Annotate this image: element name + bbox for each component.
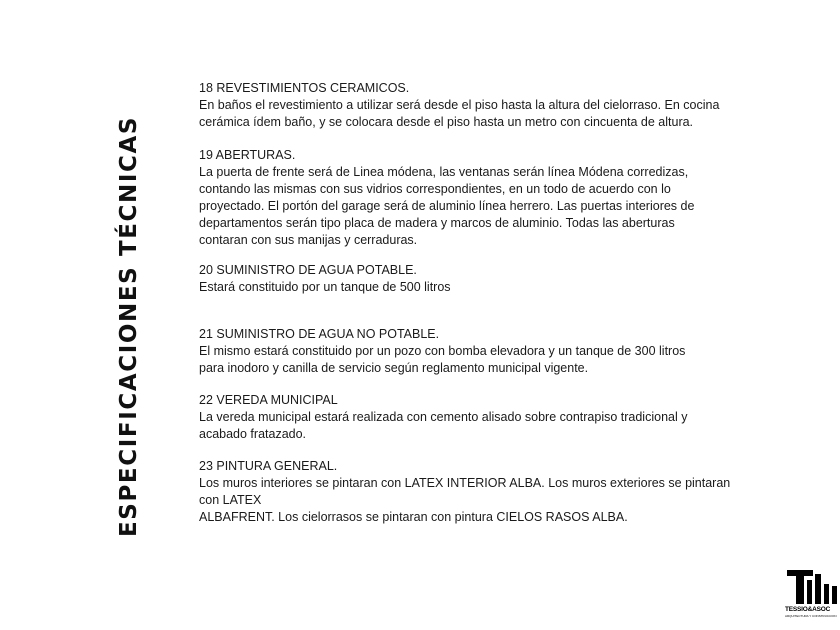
section-line: con LATEX [199,493,262,507]
section-line: contando las mismas con sus vidrios correspondientes, en un todo de acuerdo con lo [199,182,671,196]
logo-mark-icon [785,568,840,606]
section-line: Estará constituido por un tanque de 500 litros [199,280,451,294]
section-heading: 23 PINTURA GENERAL. [199,459,338,473]
logo-name: TESSIO&ASOC [785,606,831,613]
section-line: acabado fratazado. [199,427,307,441]
side-title: ESPECIFICACIONES TÉCNICAS [116,115,142,537]
section-line: departamentos serán tipo placa de madera y marcos de aluminio. Todas las aberturas [199,216,675,230]
section-21-agua-no-potable [199,326,779,377]
section-line: cerámica ídem baño, y se colocara desde el piso hasta un metro con cincuenta de altura. [199,115,694,129]
section-line: En baños el revestimiento a utilizar será desde el piso hasta la altura del cielorraso. En cocina [199,98,720,112]
section-20-agua-potable [199,262,779,296]
section-line: para inodoro y canilla de servicio según reglamento municipal vigente. [199,361,589,375]
section-23-pintura-general [199,458,779,526]
section-22-vereda-municipal [199,392,779,443]
section-heading: 21 SUMINISTRO DE AGUA NO POTABLE. [199,327,440,341]
section-line: La puerta de frente será de Linea módena, las ventanas serán línea Módena corredizas, [199,165,689,179]
section-line: El mismo estará constituido por un pozo con bomba elevadora y un tanque de 300 litros [199,344,686,358]
company-logo [785,568,840,630]
section-heading: 22 VEREDA MUNICIPAL [199,393,338,407]
section-heading: 18 REVESTIMIENTOS CERAMICOS. [199,81,410,95]
section-18-revestimientos [199,80,779,131]
section-line: contaran con sus manijas y cerraduras. [199,233,418,247]
section-line: La vereda municipal estará realizada con cemento alisado sobre contrapiso tradicional y [199,410,688,424]
specifications-content [199,80,779,526]
section-heading: 19 ABERTURAS. [199,148,296,162]
section-heading: 20 SUMINISTRO DE AGUA POTABLE. [199,263,417,277]
section-line: Los muros interiores se pintaran con LATEX INTERIOR ALBA. Los muros exteriores se pintaran [199,476,731,490]
section-19-aberturas [199,147,779,249]
section-line: proyectado. El portón del garage será de aluminio línea herrero. Las puertas interiores de [199,199,695,213]
logo-subtitle: ARQUITECTURA Y CONSTRUCCION [785,614,837,618]
section-line: ALBAFRENT. Los cielorrasos se pintaran con pintura CIELOS RASOS ALBA. [199,510,628,524]
